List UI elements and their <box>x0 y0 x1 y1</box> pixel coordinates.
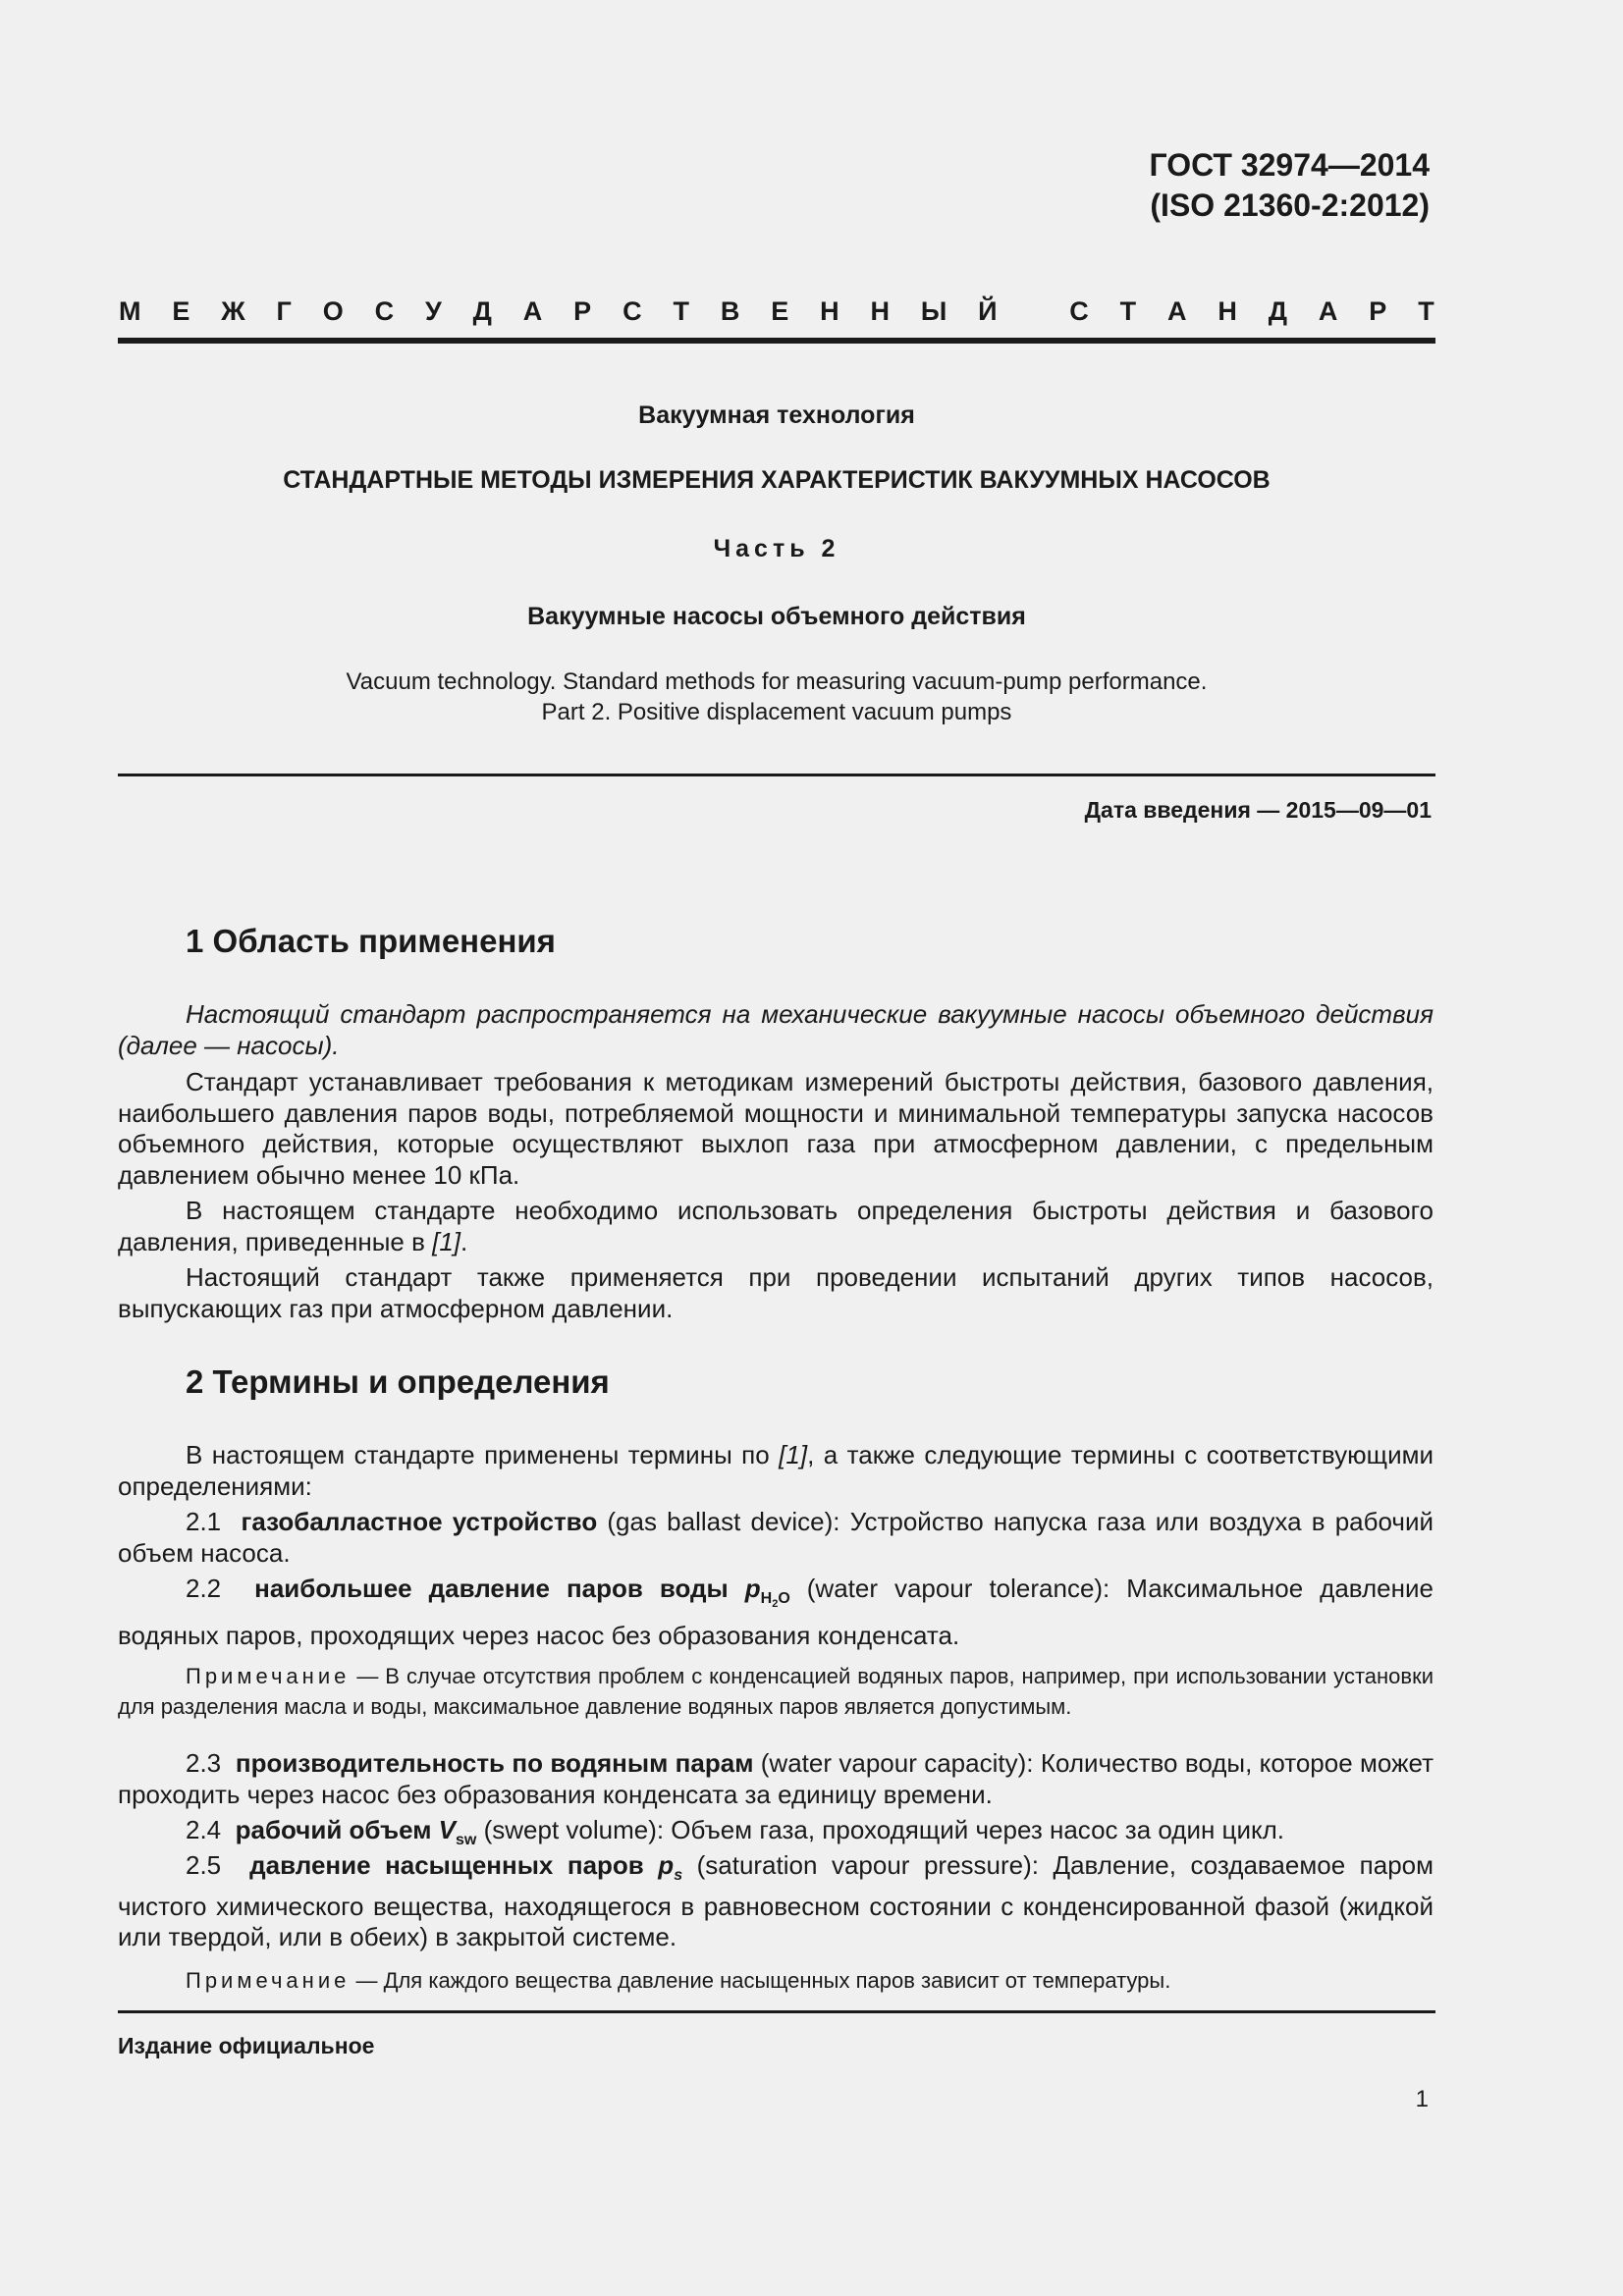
reference-1: [1] <box>779 1440 808 1469</box>
section-2-intro <box>118 1440 1434 1502</box>
term-name: наибольшее давление паров воды <box>254 1574 729 1603</box>
note-2 <box>118 1965 1434 1996</box>
main-title: СТАНДАРТНЫЕ МЕТОДЫ ИЗМЕРЕНИЯ ХАРАКТЕРИСТИК ВАКУУМНЫХ НАСОСОВ <box>283 466 1271 494</box>
subtitle: Вакуумные насосы объемного действия <box>527 603 1026 630</box>
banner-letter: Г <box>276 296 292 326</box>
term-number: 2.1 <box>186 1507 222 1536</box>
term-number: 2.2 <box>186 1574 222 1603</box>
p3-text: В настоящем стандарте необходимо использовать определения быстроты действия и базового давления, приведенные в <box>118 1196 1434 1256</box>
term-symbol-subscript: sw <box>456 1832 477 1848</box>
part-label: Часть 2 <box>713 535 840 562</box>
english-title-line2: Part 2. Positive displacement vacuum pumps <box>541 699 1012 725</box>
reference-1: [1] <box>432 1226 461 1256</box>
banner-letter: Д <box>472 296 492 326</box>
term-name: давление насыщенных паров <box>249 1850 644 1880</box>
english-title-line1: Vacuum technology. Standard methods for measuring vacuum-pump performance. <box>346 668 1208 695</box>
section-1-paragraph-2: Стандарт устанавливает требования к методикам измерений быстроты действия, базового давления, наибольшего давления паров воды, потребляемой мощности и минимальной температуры запуска насосов объемного действия, которые осуществляют выхлоп газа при атмосферном давлении, с предельным давлением обычно менее 10 кПа. <box>118 1067 1434 1190</box>
section-2-heading: 2 Термины и определения <box>186 1363 610 1400</box>
banner-letter: У <box>425 296 442 326</box>
scope-italic-text: Настоящий стандарт распространяется на механические вакуумные насосы объемного действия (далее — насосы). <box>118 999 1434 1060</box>
p3-end: . <box>460 1226 468 1256</box>
term-symbol: p <box>744 1574 761 1603</box>
banner-letter: Ы <box>920 296 947 326</box>
intro-text: В настоящем стандарте применены термины по <box>186 1440 780 1469</box>
banner-letter: О <box>322 296 344 326</box>
banner-letter: А <box>522 296 543 326</box>
term-symbol: p <box>658 1850 675 1880</box>
banner-rule <box>118 338 1435 344</box>
banner-letter: Т <box>673 296 689 326</box>
introduction-date: Дата введения — 2015—09—01 <box>1084 797 1432 823</box>
banner-letter: Е <box>172 296 190 326</box>
section-1-paragraph-1 <box>118 999 1434 1061</box>
banner-letter: Н <box>870 296 890 326</box>
term-definition: (saturation vapour pressure): Давление, создаваемое паром чистого химического вещества, находящегося в равновесном состоянии с конденсированной фазой (жидкой или твердой, или в обеих) в закрытой системе. <box>118 1850 1434 1951</box>
banner-letter: Д <box>1268 296 1288 326</box>
section-1-paragraph-4: Настоящий стандарт также применяется при проведении испытаний других типов насосов, выпускающих газ при атмосферном давлении. <box>118 1262 1434 1323</box>
footer-rule <box>118 2010 1435 2013</box>
note-text: — В случае отсутствия проблем с конденсацией водяных паров, например, при использовании установки для разделения масла и воды, максимальное давление водяных паров является допустимым. <box>118 1664 1434 1719</box>
banner-letter: Р <box>1369 296 1387 326</box>
banner-letter: С <box>1069 296 1089 326</box>
term-2-2 <box>118 1574 1434 1651</box>
term-symbol-subscript: s <box>674 1867 683 1884</box>
note-label: Примечание <box>186 1968 351 1993</box>
term-definition: (swept volume): Объем газа, проходящий через насос за один цикл. <box>476 1815 1285 1844</box>
section-1-heading: 1 Область применения <box>186 923 556 959</box>
banner-letter: Р <box>573 296 592 326</box>
subscript-2: 2 <box>772 1598 779 1610</box>
section-1-paragraph-3 <box>118 1196 1434 1257</box>
term-2-5 <box>118 1850 1434 1953</box>
banner-word-gap <box>1028 296 1038 327</box>
banner-letter: Й <box>978 296 998 326</box>
term-number: 2.5 <box>186 1850 222 1880</box>
banner-letter: Т <box>1119 296 1137 326</box>
term-definition: (water vapour tolerance): Максимальное давление водяных паров, проходящих через насос без образования конденсата. <box>118 1574 1434 1650</box>
subscript-h: H <box>760 1590 773 1607</box>
term-2-1 <box>118 1507 1434 1569</box>
term-name: рабочий объем <box>235 1815 432 1844</box>
intro-end: , а также следующие термины с соответствующими определениями: <box>118 1440 1434 1501</box>
term-number: 2.4 <box>186 1815 222 1844</box>
banner-letter: Н <box>1217 296 1237 326</box>
term-2-3 <box>118 1748 1434 1810</box>
page-number: 1 <box>1415 2086 1429 2112</box>
term-number: 2.3 <box>186 1748 222 1778</box>
subscript-o: O <box>778 1590 790 1607</box>
note-label: Примечание <box>186 1664 351 1688</box>
iso-code: (ISO 21360-2:2012) <box>1150 187 1430 223</box>
banner-letter: Т <box>1418 296 1434 326</box>
note-1 <box>118 1661 1434 1722</box>
banner-letter: С <box>374 296 395 326</box>
standard-code: ГОСТ 32974—2014 <box>1149 147 1430 183</box>
official-edition-label: Издание официальное <box>118 2033 375 2058</box>
banner-letter: А <box>1167 296 1187 326</box>
banner-letter: Ж <box>221 296 245 326</box>
banner-letter: С <box>622 296 642 326</box>
term-symbol: V <box>438 1815 457 1844</box>
banner-letter: В <box>720 296 740 326</box>
term-name: газобалластное устройство <box>241 1507 598 1536</box>
banner-letter: Е <box>771 296 789 326</box>
banner-letter: М <box>119 296 141 326</box>
term-definition: (gas ballast device): Устройство напуска газа или воздуха в рабочий объем насоса. <box>118 1507 1434 1568</box>
term-name: производительность по водяным парам <box>235 1748 754 1778</box>
title-rule <box>118 774 1435 776</box>
term-definition: (water vapour capacity): Количество воды, которое может проходить через насос без образования конденсата за единицу времени. <box>118 1748 1434 1809</box>
term-symbol-subscript <box>760 1590 790 1610</box>
interstate-standard-banner <box>119 296 1434 327</box>
banner-letter: А <box>1318 296 1338 326</box>
note-text: — Для каждого вещества давление насыщенных паров зависит от температуры. <box>350 1968 1171 1993</box>
banner-letter: Н <box>820 296 839 326</box>
topic-title: Вакуумная технология <box>638 401 915 429</box>
